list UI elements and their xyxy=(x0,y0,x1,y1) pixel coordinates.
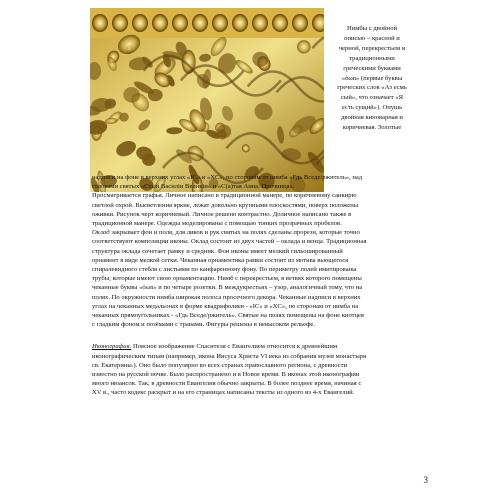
border-bead xyxy=(132,14,148,32)
side-caption-line: черной, перекрестьем и xyxy=(338,44,406,52)
body-line: орнамент в виде мелкой сетки. Чеканная орнаментика рамки состоит из мотива вьющегося xyxy=(92,256,349,264)
border-bead xyxy=(272,14,288,32)
italic-term: Оклад xyxy=(92,229,110,237)
side-caption-text xyxy=(330,24,414,133)
ornament-image xyxy=(90,8,324,192)
side-caption-line: греческих слов «Аз есмь xyxy=(337,84,407,92)
body-line: светлой охрой. Высветления яркие, лежат довольно крупными плоскостями, поверх положены xyxy=(92,201,359,209)
border-bead xyxy=(172,14,188,32)
side-caption-line: описью – красной и xyxy=(344,34,400,42)
body-line: полях. По окружности нимба широкая полоса просечного декора. Чеканные надписи в верхних xyxy=(92,293,361,301)
body-line: углах на чеканных медальонах в форме квадрифолиев - «IC» и «XC», по сторонам от нимба на xyxy=(92,302,359,310)
side-caption-line: «ὁωn» (первые буквы xyxy=(341,74,403,82)
body-line: с гладким фоном и позёмами с травами. Фигуры решены в невысоком рельефе. xyxy=(92,321,315,329)
iconography-text: Поясное изображение Спасителя с Евангелием относится к древнейшим xyxy=(131,343,338,351)
side-caption-line: двойная киноварная и xyxy=(341,114,403,122)
side-caption-line: Нимбы с двойной xyxy=(346,25,398,32)
iconography-heading: Иконография. xyxy=(92,343,132,351)
side-caption-line: сый», что означает «Я xyxy=(340,94,404,102)
body-line: традиционной манере. Одежды моделированы с помощью тонких прозрачных пробелов. xyxy=(92,220,342,228)
paragraph-gap xyxy=(92,329,422,342)
border-bead xyxy=(152,14,168,32)
iconography-line: св. Екатерины.). Оно было популярно во всех странах православного региона, с древности xyxy=(92,361,348,369)
body-line: надписи на фоне в верхних углах «IC» и «XC», по сторонам от нимба «Гдь Вседе/ржитель», над xyxy=(92,174,363,181)
iconography-line: много нюансов. Так, в древности Евангелия обычно закрыты. В более позднее время, начиная с xyxy=(92,380,362,388)
border-bead xyxy=(212,14,228,32)
body-line: чеканных прямоугольниках - «Гдь Вседе/ржитель». Святые на полях помещены на фоне киотцев xyxy=(92,312,365,320)
body-line: оживки. Рисунок черт коричневый. Личное решено контрастно. Доличное написано также в xyxy=(92,210,352,218)
side-caption-line: есть сущий»). Опушь xyxy=(341,104,403,112)
body-line: трубы, которые имеют свою орнаментацию. Нимб с перекрестьем, в ветвях которого помещены xyxy=(92,275,362,283)
border-bead xyxy=(192,14,208,32)
body-line: соответствуют композиции иконы. Оклад состоит из двух частей – оклада и венца. Традиционная xyxy=(92,238,367,246)
border-bead xyxy=(292,14,308,32)
page-number: 3 xyxy=(423,475,428,485)
side-caption-line: коричневая. Золотые xyxy=(342,124,402,132)
iconography-line: известно на русской почве. Было распространено и в Новое время. В иконах этой иконографии xyxy=(92,371,360,379)
body-line: структура оклада сочетает рамку и средник. Фон иконы имеет мелкий гильошированный xyxy=(92,247,343,255)
body-text xyxy=(92,173,422,398)
body-line: Оклад закрывает фон и поля, для ликов и рук святых на полях сделаны прорези, которые точно xyxy=(92,229,360,237)
border-bead xyxy=(232,14,248,32)
body-line: головами святых «Стый Василiи Великiи» и «С(а)тая Анна. Прочница». xyxy=(92,183,295,191)
iconography-line: иконографическим типам (например, икона Иисуса Христа VI века из собрания музея монастыря xyxy=(92,352,367,360)
iconography-line: XV в., часто кодекс раскрыт и на его страницах написаны тексты из одного из 4-х Евангелий. xyxy=(92,389,355,397)
side-caption-line: греческими буквами xyxy=(343,64,401,72)
body-line: чеканные буквы «ὁωn» и по четыре розетки. В междукрестьях – узор, аналогичный тому, что на xyxy=(92,284,363,292)
border-bead xyxy=(252,14,268,32)
iconography-line xyxy=(92,342,422,351)
body-line: Просматривается графья. Личное написано в традиционной манере, по коричневому санкирю xyxy=(92,192,357,200)
border-bead xyxy=(92,14,108,32)
body-line: спиралевидного стебля с листьями по канфаренному фону. По периметру полей имитированы xyxy=(92,266,357,274)
gilded-ornament-photo xyxy=(90,8,324,192)
side-caption-line: традиционными xyxy=(349,54,395,62)
border-bead xyxy=(112,14,128,32)
